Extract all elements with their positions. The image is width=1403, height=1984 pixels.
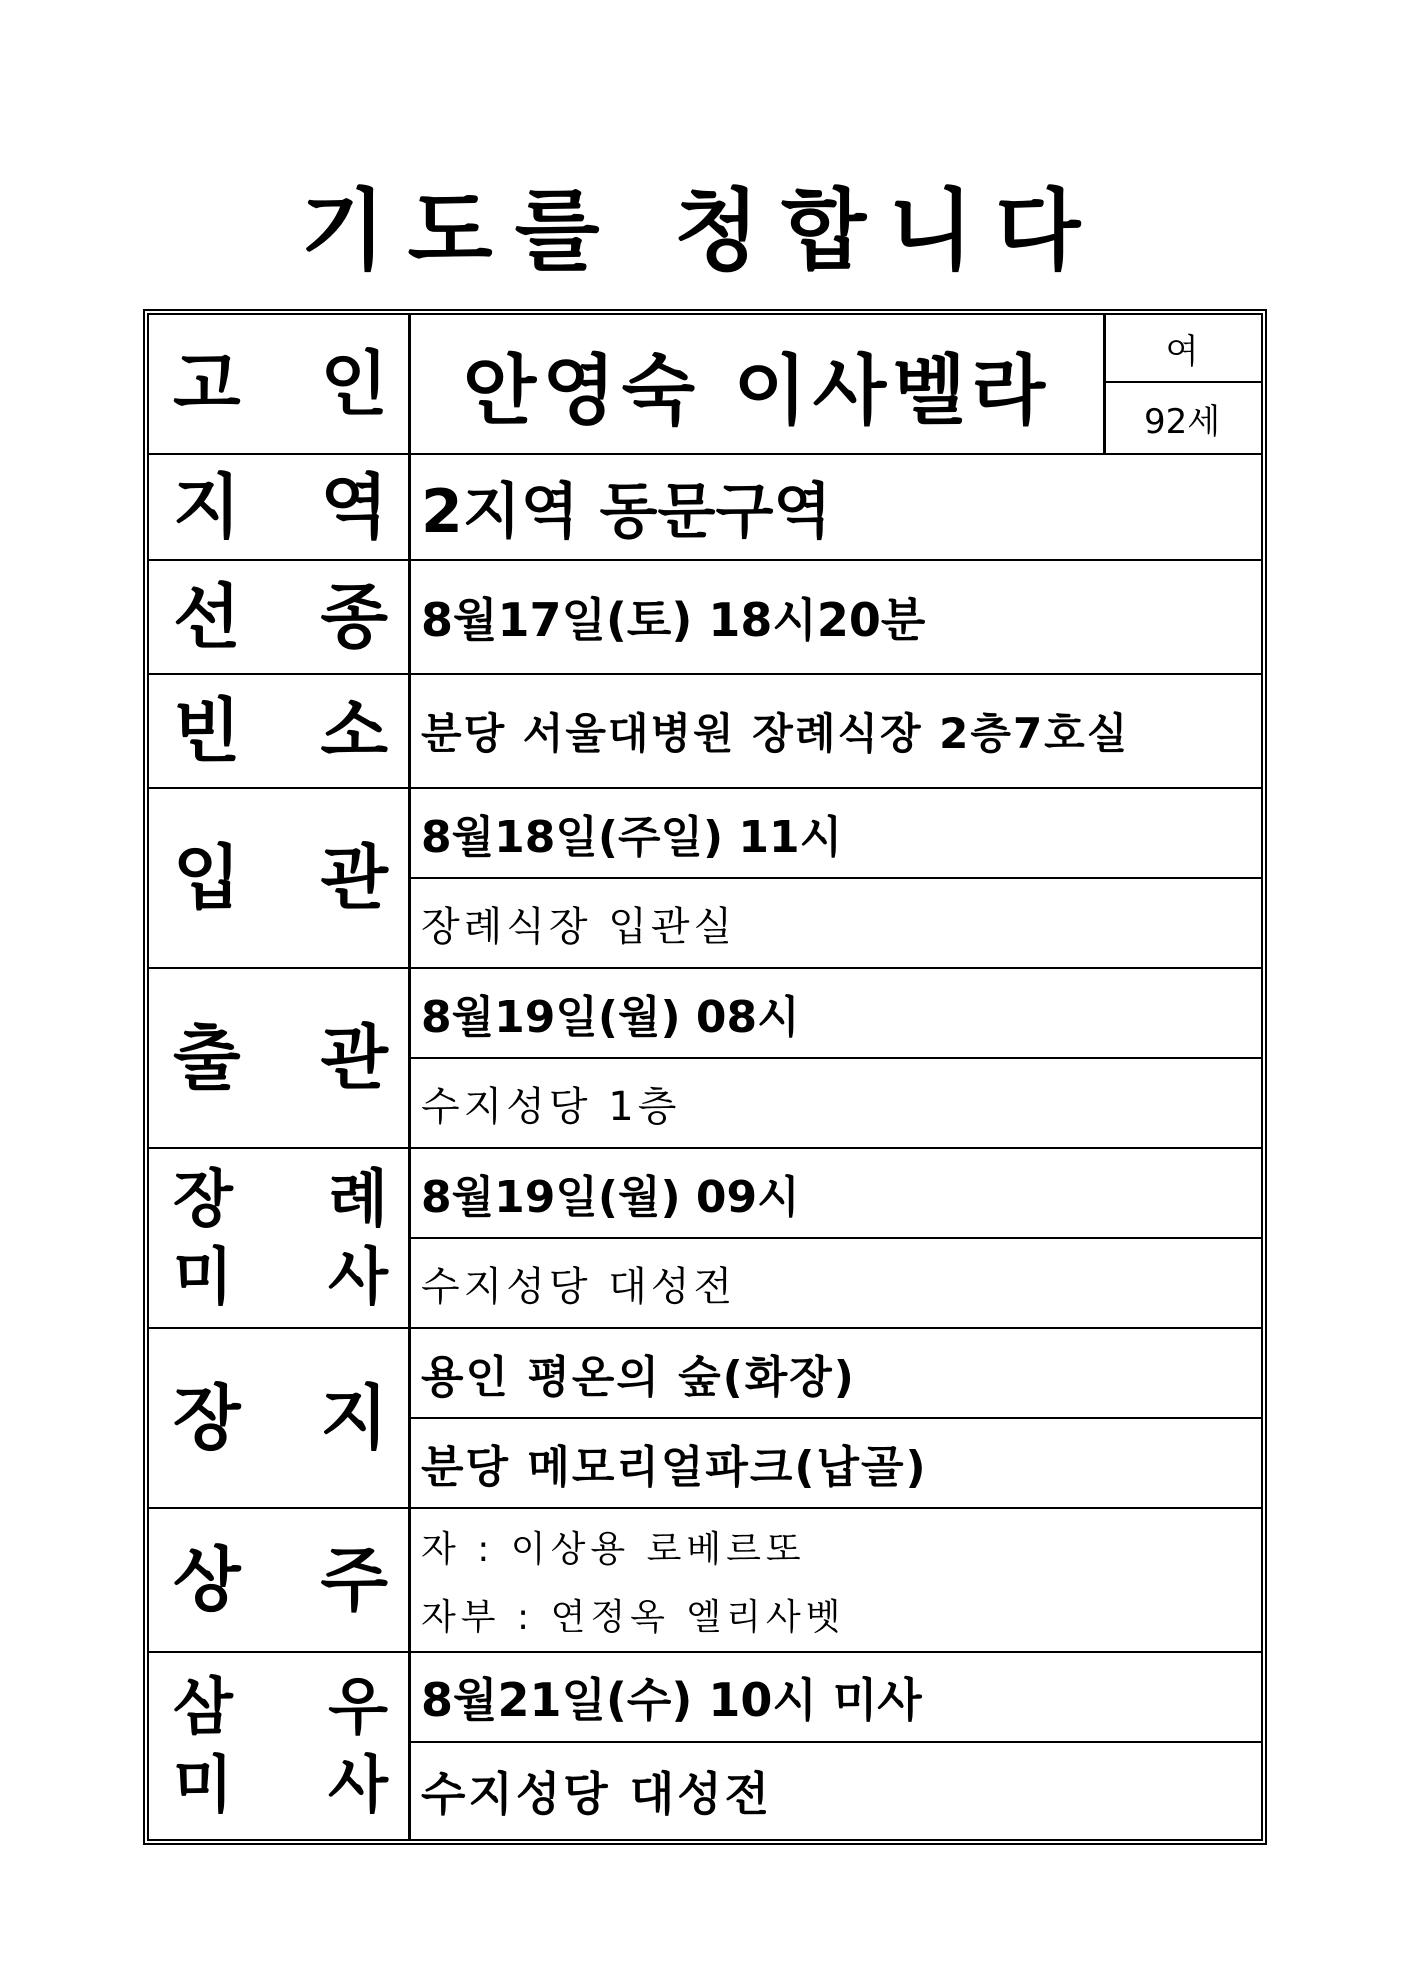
row-mortuary xyxy=(149,675,1261,789)
label-passing xyxy=(149,561,411,673)
label-mourners xyxy=(149,1509,411,1651)
label-char: 삼 xyxy=(173,1670,233,1743)
label-char: 입 xyxy=(173,837,241,919)
label-departure xyxy=(149,969,411,1147)
label-char: 인 xyxy=(320,343,388,425)
label-char: 사 xyxy=(328,1748,388,1821)
mortuary-content xyxy=(411,675,1261,787)
row-departure xyxy=(149,969,1261,1149)
funeral-mass-content xyxy=(411,1149,1261,1327)
mourners-line2: 자부 : 연정옥 엘리사벳 xyxy=(421,1596,846,1638)
row-deceased xyxy=(149,315,1261,455)
label-char: 고 xyxy=(173,343,241,425)
deceased-name: 안영숙 이사벨라 xyxy=(411,315,1106,453)
row-region xyxy=(149,455,1261,561)
row-memorial-mass xyxy=(149,1653,1261,1839)
row-encoffining xyxy=(149,789,1261,969)
departure-time: 8월19일(월) 08시 xyxy=(411,969,1261,1059)
passing-content xyxy=(411,561,1261,673)
memorial-mass-content xyxy=(411,1653,1261,1839)
label-char: 주 xyxy=(320,1539,388,1621)
encoffining-time: 8월18일(주일) 11시 xyxy=(411,789,1261,879)
memorial-mass-place: 수지성당 대성전 xyxy=(421,1767,773,1821)
label-char: 우 xyxy=(328,1670,388,1743)
label-encoffining xyxy=(149,789,411,967)
region-value: 2지역 동문구역 xyxy=(421,477,832,547)
encoffining-place: 장례식장 입관실 xyxy=(421,903,737,950)
label-funeral-mass xyxy=(149,1149,411,1327)
label-mortuary xyxy=(149,675,411,787)
deceased-gender: 여 xyxy=(1103,315,1261,383)
funeral-notice-table xyxy=(143,309,1267,1845)
deceased-content xyxy=(411,315,1261,453)
label-region xyxy=(149,455,411,559)
funeral-mass-time: 8월19일(월) 09시 xyxy=(411,1149,1261,1239)
mourners-line1: 자 : 이상용 로베르또 xyxy=(421,1528,806,1570)
label-char: 미 xyxy=(173,1748,233,1821)
passing-value: 8월17일(토) 18시20분 xyxy=(421,593,926,647)
label-char: 미 xyxy=(173,1240,233,1313)
label-char: 소 xyxy=(320,690,388,772)
label-char: 사 xyxy=(328,1240,388,1313)
row-burial xyxy=(149,1329,1261,1509)
label-char: 역 xyxy=(320,466,388,548)
label-char: 장 xyxy=(173,1162,233,1235)
label-char: 상 xyxy=(173,1539,241,1621)
page-title: 기도를 청합니다 xyxy=(300,179,1103,282)
deceased-age: 92세 xyxy=(1143,401,1221,442)
label-char: 지 xyxy=(173,466,241,548)
label-deceased xyxy=(149,315,411,453)
departure-content xyxy=(411,969,1261,1147)
burial-line2: 분당 메모리얼파크(납골) xyxy=(421,1442,928,1493)
label-char: 선 xyxy=(173,576,241,658)
encoffining-content xyxy=(411,789,1261,967)
mourners-content xyxy=(411,1509,1261,1651)
label-char: 출 xyxy=(173,1017,241,1099)
funeral-mass-place: 수지성당 대성전 xyxy=(421,1263,737,1310)
row-funeral-mass xyxy=(149,1149,1261,1329)
memorial-mass-time: 8월21일(수) 10시 미사 xyxy=(411,1653,1261,1743)
label-char: 지 xyxy=(320,1377,388,1459)
label-char: 종 xyxy=(320,576,388,658)
region-content xyxy=(411,455,1261,559)
burial-line1: 용인 평온의 숲(화장) xyxy=(411,1329,1261,1419)
row-passing xyxy=(149,561,1261,675)
label-char: 빈 xyxy=(173,690,241,772)
label-char: 례 xyxy=(328,1162,388,1235)
mortuary-value: 분당 서울대병원 장례식장 2층7호실 xyxy=(421,709,1130,758)
label-char: 관 xyxy=(320,837,388,919)
departure-place: 수지성당 1층 xyxy=(421,1083,681,1130)
deceased-meta xyxy=(1103,315,1261,453)
row-mourners xyxy=(149,1509,1261,1653)
label-char: 장 xyxy=(173,1377,241,1459)
label-char: 관 xyxy=(320,1017,388,1099)
label-burial xyxy=(149,1329,411,1507)
burial-content xyxy=(411,1329,1261,1507)
label-memorial-mass xyxy=(149,1653,411,1839)
